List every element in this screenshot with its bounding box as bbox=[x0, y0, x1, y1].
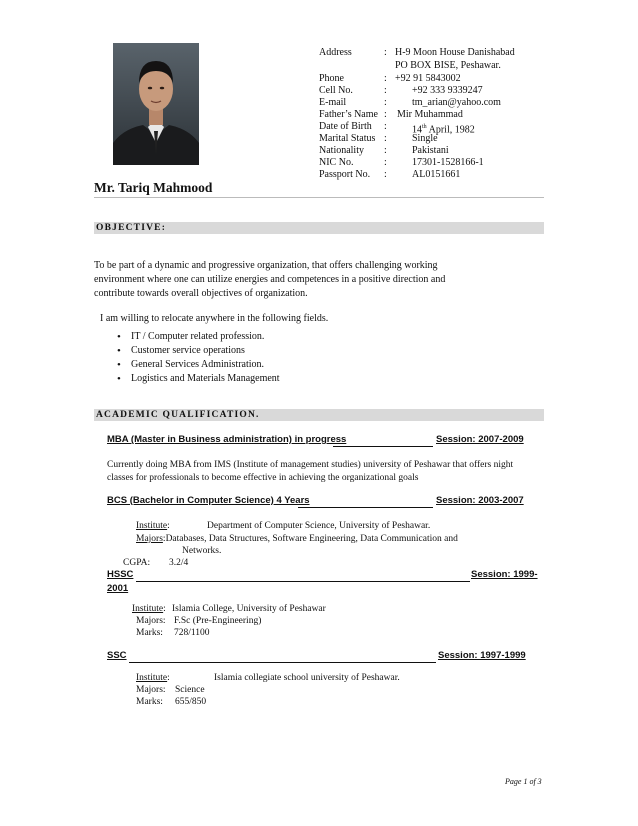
institute-label: Institute bbox=[136, 521, 168, 531]
relocate-text: I am willing to relocate anywhere in the following fields. bbox=[100, 313, 329, 324]
separator: : bbox=[384, 73, 387, 84]
ssc-institute: Islamia collegiate school university of Peshawar. bbox=[214, 673, 400, 683]
objective-text bbox=[94, 259, 544, 301]
address-label: Address bbox=[319, 47, 352, 58]
address-line2: PO BOX BISE, Peshawar. bbox=[395, 60, 501, 71]
ssc-heading: SSC bbox=[107, 650, 127, 661]
ssc-majors: Science bbox=[175, 685, 205, 695]
objective-line: contribute towards overall objectives of organization. bbox=[94, 288, 308, 299]
institute-label: Institute bbox=[136, 673, 168, 683]
hssc-institute: Islamia College, University of Peshawar bbox=[172, 604, 326, 614]
bcs-institute-row: Institute: Department of Computer Science, University of Peshawar. bbox=[136, 521, 431, 531]
marks-label: Marks: bbox=[136, 628, 163, 638]
marital-value: Single bbox=[412, 133, 438, 144]
passport-value: AL0151661 bbox=[412, 169, 461, 180]
objective-line: To be part of a dynamic and progressive organization, that offers challenging working bbox=[94, 260, 438, 271]
separator: : bbox=[384, 47, 387, 58]
separator: : bbox=[384, 109, 387, 120]
father-value: Mir Muhammad bbox=[397, 109, 463, 120]
phone-label: Phone bbox=[319, 73, 344, 84]
cell-label: Cell No. bbox=[319, 85, 353, 96]
list-item: • Logistics and Materials Management bbox=[117, 372, 280, 386]
nic-label: NIC No. bbox=[319, 157, 354, 168]
ssc-session: Session: 1997-1999 bbox=[438, 650, 526, 661]
profile-photo bbox=[113, 43, 199, 165]
bcs-heading: BCS (Bachelor in Computer Science) 4 Years bbox=[107, 495, 310, 506]
marks-label: Marks: bbox=[136, 697, 163, 707]
name-divider bbox=[94, 197, 544, 198]
objective-title: OBJECTIVE: bbox=[96, 223, 167, 233]
separator: : bbox=[384, 145, 387, 156]
majors-label: Majors: bbox=[136, 616, 166, 626]
heading-fill-line bbox=[136, 581, 470, 582]
nic-value: 17301-1528166-1 bbox=[412, 157, 484, 168]
hssc-marks: 728/1100 bbox=[174, 628, 210, 638]
page-number: Page 1 of 3 bbox=[505, 777, 542, 786]
marital-label: Marital Status bbox=[319, 133, 376, 144]
phone-value: +92 91 5843002 bbox=[395, 73, 461, 84]
list-item: • IT / Computer related profession. bbox=[117, 330, 280, 344]
address-line1: H-9 Moon House Danishabad bbox=[395, 47, 515, 58]
mba-desc-line2: classes for professionals to become effective in achieving the organizational goals bbox=[107, 473, 419, 483]
nationality-label: Nationality bbox=[319, 145, 364, 156]
heading-fill-line bbox=[298, 507, 433, 508]
cgpa-label: CGPA: bbox=[123, 558, 151, 568]
hssc-session-cont: 2001 bbox=[107, 583, 129, 594]
mba-session: Session: 2007-2009 bbox=[436, 434, 524, 445]
dob-label: Date of Birth bbox=[319, 121, 372, 132]
majors-label: Majors: bbox=[136, 685, 166, 695]
email-label: E-mail bbox=[319, 97, 347, 108]
heading-fill-line bbox=[129, 662, 436, 663]
separator: : bbox=[384, 157, 387, 168]
mba-heading: MBA (Master in Business administration) in progress bbox=[107, 434, 347, 445]
passport-label: Passport No. bbox=[319, 169, 371, 180]
list-item: • General Services Administration. bbox=[117, 358, 280, 372]
hssc-session: Session: 1999- bbox=[471, 569, 538, 580]
institute-label: Institute bbox=[132, 604, 164, 614]
academic-title: ACADEMIC QUALIFICATION. bbox=[96, 410, 260, 420]
bcs-institute: Department of Computer Science, University of Peshawar. bbox=[207, 521, 431, 531]
majors-label: Majors bbox=[136, 534, 163, 544]
list-item: • Customer service operations bbox=[117, 344, 280, 358]
mba-desc-line1: Currently doing MBA from IMS (Institute of management studies) university of Peshawar that offers night bbox=[107, 460, 514, 470]
hssc-institute-row: Institute: Islamia College, University of Peshawar bbox=[132, 604, 326, 614]
email-value: tm_arian@yahoo.com bbox=[412, 97, 501, 108]
dob-value: 14th April, 1982 bbox=[412, 124, 475, 136]
bcs-majors-row: Majors:Databases, Data Structures, Software Engineering, Data Communication and bbox=[136, 534, 458, 544]
separator: : bbox=[384, 121, 387, 132]
fields-list bbox=[117, 330, 280, 386]
nationality-value: Pakistani bbox=[412, 145, 449, 156]
candidate-name: Mr. Tariq Mahmood bbox=[94, 180, 213, 195]
ssc-institute-row: Institute: Islamia collegiate school university of Peshawar. bbox=[136, 673, 400, 683]
bcs-majors-cont: Networks. bbox=[182, 546, 222, 556]
bcs-session: Session: 2003-2007 bbox=[436, 495, 524, 506]
hssc-majors: F.Sc (Pre-Engineering) bbox=[174, 616, 262, 626]
bcs-majors: Databases, Data Structures, Software Engineering, Data Communication and bbox=[165, 534, 458, 544]
ssc-marks: 655/850 bbox=[175, 697, 207, 707]
father-label: Father’s Name bbox=[319, 109, 378, 120]
hssc-marks-row bbox=[136, 627, 210, 640]
cell-value: +92 333 9339247 bbox=[412, 85, 483, 96]
heading-fill-line bbox=[333, 446, 433, 447]
separator: : bbox=[384, 97, 387, 108]
separator: : bbox=[384, 133, 387, 144]
objective-line: environment where one can utilize energies and competences in a positive direction and bbox=[94, 274, 446, 285]
separator: : bbox=[384, 85, 387, 96]
hssc-heading: HSSC bbox=[107, 569, 134, 580]
separator: : bbox=[384, 169, 387, 180]
ssc-marks-row bbox=[136, 696, 207, 709]
bcs-cgpa: 3.2/4 bbox=[169, 558, 189, 568]
